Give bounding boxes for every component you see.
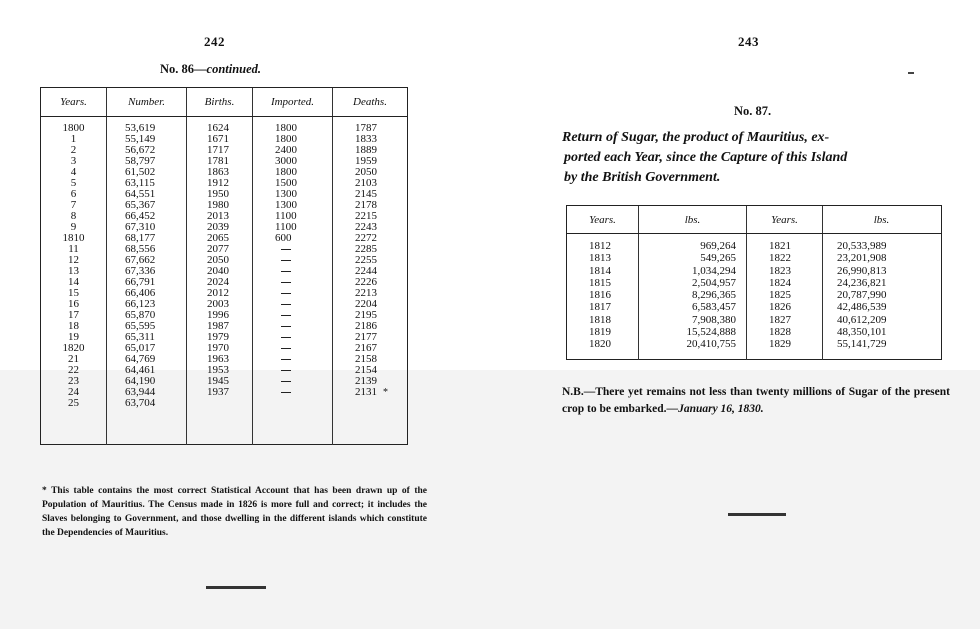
year-cell: 1825 xyxy=(769,289,791,302)
dash-mark xyxy=(281,392,291,393)
year-cell: 8 xyxy=(70,210,77,222)
births-cell: 1624 xyxy=(207,122,229,134)
year-cell: 1 xyxy=(70,133,77,145)
lbs-cell: 20,533,989 xyxy=(837,240,887,252)
year-cell: 6 xyxy=(70,188,77,200)
margin-mark xyxy=(908,72,914,74)
column-years-1 xyxy=(567,234,639,360)
empty-dash-cell xyxy=(253,288,332,299)
births-cell: 2077 xyxy=(207,243,229,255)
number-cell: 63,704 xyxy=(125,397,156,409)
number-cell: 65,595 xyxy=(125,320,156,332)
lbs-cell: 55,141,729 xyxy=(837,338,887,351)
year-cell: 12 xyxy=(68,254,79,266)
dash-mark xyxy=(281,337,291,338)
births-cell: 2039 xyxy=(207,221,229,233)
year-cell: 1818 xyxy=(589,313,611,326)
births-cell: 1945 xyxy=(207,375,229,387)
population-table-body xyxy=(41,117,407,445)
imported-cell: 1800 xyxy=(275,133,297,145)
deaths-cell: 2050 xyxy=(355,166,377,178)
year-cell: 17 xyxy=(68,309,79,321)
number-cell: 66,791 xyxy=(125,276,156,288)
sugar-table xyxy=(566,205,942,360)
header-years: Years. xyxy=(41,88,107,116)
imported-cell: 1800 xyxy=(275,122,297,134)
dash-mark xyxy=(281,249,291,250)
births-cell: 2024 xyxy=(207,276,229,288)
deaths-cell: 2213 xyxy=(355,287,377,299)
document-number: No. 87. xyxy=(734,104,772,118)
lbs-cell: 24,236,821 xyxy=(837,276,887,289)
right-page xyxy=(490,0,980,629)
year-cell: 1827 xyxy=(769,313,791,326)
empty-dash-cell xyxy=(253,354,332,365)
deaths-cell: 2167 xyxy=(355,342,377,354)
deaths-cell: 2244 xyxy=(355,265,377,277)
header-lbs-1: lbs. xyxy=(639,206,747,233)
caption-prefix: No. 86— xyxy=(160,62,207,76)
deaths-cell: 2272 xyxy=(355,232,377,244)
births-cell: 2040 xyxy=(207,265,229,277)
lbs-cell: 969,264 xyxy=(700,240,736,252)
imported-cell: 2400 xyxy=(275,144,297,156)
year-cell: 5 xyxy=(70,177,77,189)
header-imported: Imported. xyxy=(253,88,333,116)
dash-mark xyxy=(281,293,291,294)
year-cell: 11 xyxy=(68,243,79,255)
empty-dash-cell xyxy=(253,365,332,376)
number-cell: 64,551 xyxy=(125,188,156,200)
year-cell: 1812 xyxy=(589,240,611,252)
deaths-cell: 2255 xyxy=(355,254,377,266)
year-cell: 1817 xyxy=(589,301,611,314)
number-cell: 68,177 xyxy=(125,232,156,244)
births-cell: 1963 xyxy=(207,353,229,365)
population-table xyxy=(40,87,408,445)
column-deaths xyxy=(333,117,407,445)
year-cell: 1820 xyxy=(62,342,85,354)
header-years-2: Years. xyxy=(747,206,823,233)
empty-dash-cell xyxy=(253,255,332,266)
empty-dash-cell xyxy=(253,277,332,288)
deaths-cell: 2285 xyxy=(355,243,377,255)
lbs-cell: 20,410,755 xyxy=(686,338,736,351)
number-cell: 64,190 xyxy=(125,375,156,387)
births-cell: 1781 xyxy=(207,155,229,167)
empty-dash-cell xyxy=(253,376,332,387)
births-cell: 1996 xyxy=(207,309,229,321)
year-cell: 23 xyxy=(68,375,79,387)
lbs-cell: 42,486,539 xyxy=(837,301,887,314)
births-cell: 1863 xyxy=(207,166,229,178)
year-cell: 1800 xyxy=(62,122,85,134)
number-cell: 65,870 xyxy=(125,309,156,321)
table-caption xyxy=(160,62,261,77)
year-cell: 1826 xyxy=(769,301,791,314)
deaths-cell: 2131 * xyxy=(355,386,388,398)
births-cell: 2065 xyxy=(207,232,229,244)
page-number-left: 242 xyxy=(204,34,225,49)
year-cell: 1823 xyxy=(769,264,791,277)
header-lbs-2: lbs. xyxy=(873,213,890,226)
header-years-1: Years. xyxy=(567,206,639,233)
caption-continued: continued. xyxy=(206,62,262,76)
deaths-cell: 1833 xyxy=(355,133,377,145)
year-cell: 16 xyxy=(68,298,79,310)
births-cell: 1979 xyxy=(207,331,229,343)
year-cell: 4 xyxy=(70,166,77,178)
lbs-cell: 7,908,380 xyxy=(692,313,736,326)
year-cell: 9 xyxy=(70,221,77,233)
year-cell: 14 xyxy=(68,276,79,288)
year-cell: 15 xyxy=(68,287,79,299)
header-number: Number. xyxy=(107,88,187,116)
year-cell: 25 xyxy=(68,397,79,409)
lbs-cell: 48,350,101 xyxy=(837,326,887,339)
lbs-cell: 26,990,813 xyxy=(837,264,887,277)
deaths-cell: 2186 xyxy=(355,320,377,332)
year-cell: 22 xyxy=(68,364,79,376)
dash-mark xyxy=(281,282,291,283)
number-cell: 63,944 xyxy=(125,386,156,398)
year-cell: 1820 xyxy=(589,338,611,351)
page-end-rule-right xyxy=(728,513,786,516)
births-cell: 2003 xyxy=(207,298,229,310)
dash-mark xyxy=(281,359,291,360)
header-deaths: Deaths. xyxy=(353,96,387,108)
lbs-cell: 1,034,294 xyxy=(692,264,736,277)
deaths-cell: 2243 xyxy=(355,221,377,233)
number-cell: 67,662 xyxy=(125,254,156,266)
deaths-cell: 1889 xyxy=(355,144,377,156)
title-line-1: Return of Sugar, the product of Mauritius, ex- xyxy=(562,130,830,145)
births-cell: 1970 xyxy=(207,342,229,354)
title-line-2: ported each Year, since the Capture of this Island xyxy=(564,150,848,165)
lbs-cell: 8,296,365 xyxy=(692,289,736,302)
number-cell: 66,452 xyxy=(125,210,156,222)
lbs-cell: 549,265 xyxy=(700,252,736,265)
imported-cell: 1100 xyxy=(275,210,297,222)
number-cell: 65,367 xyxy=(125,199,156,211)
imported-cell: 3000 xyxy=(275,155,297,167)
year-cell: 18 xyxy=(68,320,79,332)
dash-mark xyxy=(281,304,291,305)
year-cell: 2 xyxy=(70,144,77,156)
number-cell: 67,336 xyxy=(125,265,156,277)
population-table-header xyxy=(41,88,407,117)
deaths-cell: 2215 xyxy=(355,210,377,222)
number-cell: 64,769 xyxy=(125,353,156,365)
number-cell: 55,149 xyxy=(125,133,156,145)
year-cell: 1814 xyxy=(589,264,611,277)
number-cell: 53,619 xyxy=(125,122,156,134)
deaths-cell: 2226 xyxy=(355,276,377,288)
number-cell: 61,502 xyxy=(125,166,156,178)
deaths-cell: 2178 xyxy=(355,199,377,211)
nb-note xyxy=(562,384,950,418)
year-cell: 1821 xyxy=(769,240,791,252)
year-cell: 1828 xyxy=(769,326,791,339)
deaths-cell: 2145 xyxy=(355,188,377,200)
deaths-cell: 1787 xyxy=(355,122,377,134)
dash-mark xyxy=(281,381,291,382)
header-births: Births. xyxy=(187,88,253,116)
empty-dash-cell xyxy=(253,299,332,310)
dash-mark xyxy=(281,326,291,327)
births-cell: 1717 xyxy=(207,144,229,156)
number-cell: 68,556 xyxy=(125,243,156,255)
number-cell: 56,672 xyxy=(125,144,156,156)
births-cell: 1671 xyxy=(207,133,229,145)
number-cell: 66,406 xyxy=(125,287,156,299)
number-cell: 65,311 xyxy=(125,331,155,343)
imported-cell: 1300 xyxy=(275,199,297,211)
column-births xyxy=(187,117,253,445)
imported-cell: 1100 xyxy=(275,221,297,233)
imported-cell: 1500 xyxy=(275,177,297,189)
year-cell: 24 xyxy=(68,386,79,398)
deaths-cell: 2177 xyxy=(355,331,377,343)
year-cell: 1824 xyxy=(769,276,791,289)
lbs-cell: 6,583,457 xyxy=(692,301,736,314)
number-cell: 58,797 xyxy=(125,155,156,167)
number-cell: 65,017 xyxy=(125,342,156,354)
lbs-cell: 23,201,908 xyxy=(837,252,887,265)
nb-date: January 16, 1830. xyxy=(678,403,764,415)
births-cell: 1912 xyxy=(207,177,229,189)
births-cell: 2013 xyxy=(207,210,229,222)
births-cell: 1980 xyxy=(207,199,229,211)
births-cell: 2012 xyxy=(207,287,229,299)
lbs-cell: 40,612,209 xyxy=(837,313,887,326)
births-cell: 1937 xyxy=(207,386,229,398)
empty-dash-cell xyxy=(253,332,332,343)
dash-mark xyxy=(281,271,291,272)
footnote-marker: * xyxy=(383,387,388,398)
empty-dash-cell xyxy=(253,343,332,354)
year-cell: 1829 xyxy=(769,338,791,351)
column-number xyxy=(107,117,187,445)
deaths-cell: 2195 xyxy=(355,309,377,321)
sugar-table-body xyxy=(567,234,941,360)
lbs-cell: 15,524,888 xyxy=(686,326,736,339)
births-cell: 1987 xyxy=(207,320,229,332)
lbs-cell: 20,787,990 xyxy=(837,289,887,302)
dash-mark xyxy=(281,315,291,316)
imported-cell: 1300 xyxy=(275,188,297,200)
year-cell: 1810 xyxy=(62,232,85,244)
deaths-cell: 1959 xyxy=(355,155,377,167)
column-imported xyxy=(253,117,333,445)
births-cell: 1950 xyxy=(207,188,229,200)
deaths-cell: 2154 xyxy=(355,364,377,376)
year-cell: 3 xyxy=(70,155,77,167)
page-end-rule xyxy=(206,586,266,589)
page-number-right: 243 xyxy=(738,34,759,49)
deaths-cell: 2158 xyxy=(355,353,377,365)
imported-cell: 1800 xyxy=(275,166,297,178)
sugar-return-title xyxy=(562,128,950,188)
column-lbs-1 xyxy=(639,234,747,360)
empty-dash-cell xyxy=(253,266,332,277)
year-cell: 13 xyxy=(68,265,79,277)
column-years xyxy=(41,117,107,445)
empty-dash-cell xyxy=(253,321,332,332)
empty-dash-cell xyxy=(253,244,332,255)
title-line-3: by the British Government. xyxy=(564,170,721,185)
empty-dash-cell xyxy=(253,387,332,398)
year-cell: 1813 xyxy=(589,252,611,265)
deaths-cell: 2103 xyxy=(355,177,377,189)
population-footnote: * This table contains the most correct Statistical Account that has been drawn up of the Population of Mauritius. The Census made in 1826 is more full and correct; it includes the Slaves belonging to Government, and those dwelling in the different islands which constitute the Dependencies of Mauritius. xyxy=(42,486,427,538)
sugar-table-header xyxy=(567,206,941,234)
year-cell: 7 xyxy=(70,199,77,211)
deaths-cell: 2204 xyxy=(355,298,377,310)
year-cell: 1822 xyxy=(769,252,791,265)
column-years-2 xyxy=(747,234,823,360)
births-cell: 2050 xyxy=(207,254,229,266)
lbs-cell: 2,504,957 xyxy=(692,276,736,289)
number-cell: 67,310 xyxy=(125,221,156,233)
number-cell: 63,115 xyxy=(125,177,155,189)
imported-cell: 600 xyxy=(275,232,292,244)
number-cell: 64,461 xyxy=(125,364,156,376)
nb-text: N.B.—There yet remains not less than twenty millions of Sugar of the present crop to be embarked.— xyxy=(562,386,950,415)
deaths-cell: 2139 xyxy=(355,375,377,387)
year-cell: 1819 xyxy=(589,326,611,339)
year-cell: 1816 xyxy=(589,289,611,302)
column-lbs-2 xyxy=(823,234,940,360)
empty-dash-cell xyxy=(253,310,332,321)
dash-mark xyxy=(281,370,291,371)
year-cell: 19 xyxy=(68,331,79,343)
dash-mark xyxy=(281,348,291,349)
births-cell: 1953 xyxy=(207,364,229,376)
year-cell: 21 xyxy=(68,353,79,365)
year-cell: 1815 xyxy=(589,276,611,289)
number-cell: 66,123 xyxy=(125,298,156,310)
dash-mark xyxy=(281,260,291,261)
